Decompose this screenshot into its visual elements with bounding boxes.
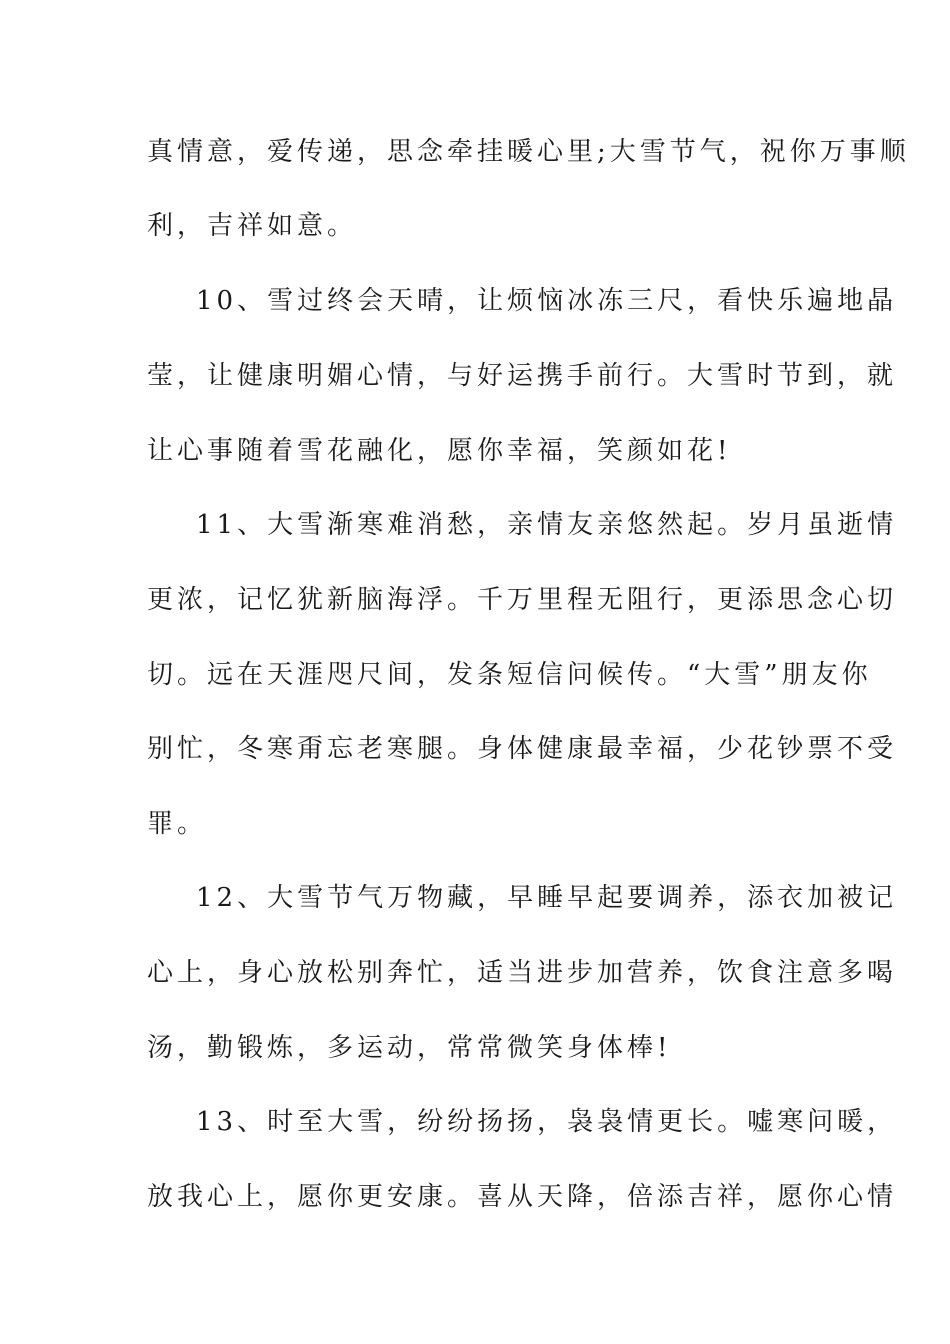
paragraph-11-first-line: 11、大雪渐寒难消愁，亲情友亲悠然起。岁月虽逝情 <box>196 510 898 540</box>
text-line: 别忙，冬寒甭忘老寒腿。身体健康最幸福，少花钞票不受 <box>147 734 898 764</box>
text-line: 更浓，记忆犹新脑海浮。千万里程无阻行，更添思念心切 <box>147 585 898 615</box>
text-line: 放我心上，愿你更安康。喜从天降，倍添吉祥，愿你心情 <box>147 1182 898 1212</box>
text-line: 切。远在天涯咫尺间，发条短信问候传。“大雪”朋友你 <box>147 660 872 690</box>
text-line: 让心事随着雪花融化，愿你幸福，笑颜如花! <box>147 436 732 466</box>
text-line: 真情意，爱传递，思念牵挂暖心里;大雪节气，祝你万事顺 <box>147 137 910 167</box>
text-line: 汤，勤锻炼，多运动，常常微笑身体棒! <box>147 1033 672 1063</box>
text-line: 莹，让健康明媚心情，与好运携手前行。大雪时节到，就 <box>147 361 898 391</box>
paragraph-12-first-line: 12、大雪节气万物藏，早睡早起要调养，添衣加被记 <box>196 883 898 913</box>
text-line: 利，吉祥如意。 <box>147 211 358 241</box>
paragraph-13-first-line: 13、时至大雪，纷纷扬扬，袅袅情更长。嘘寒问暖， <box>196 1107 898 1137</box>
text-line: 罪。 <box>147 809 208 839</box>
text-line: 心上，身心放松别奔忙，适当进步加营养，饮食注意多喝 <box>147 958 898 988</box>
paragraph-10-first-line: 10、雪过终会天晴，让烦恼冰冻三尺，看快乐遍地晶 <box>196 286 898 316</box>
